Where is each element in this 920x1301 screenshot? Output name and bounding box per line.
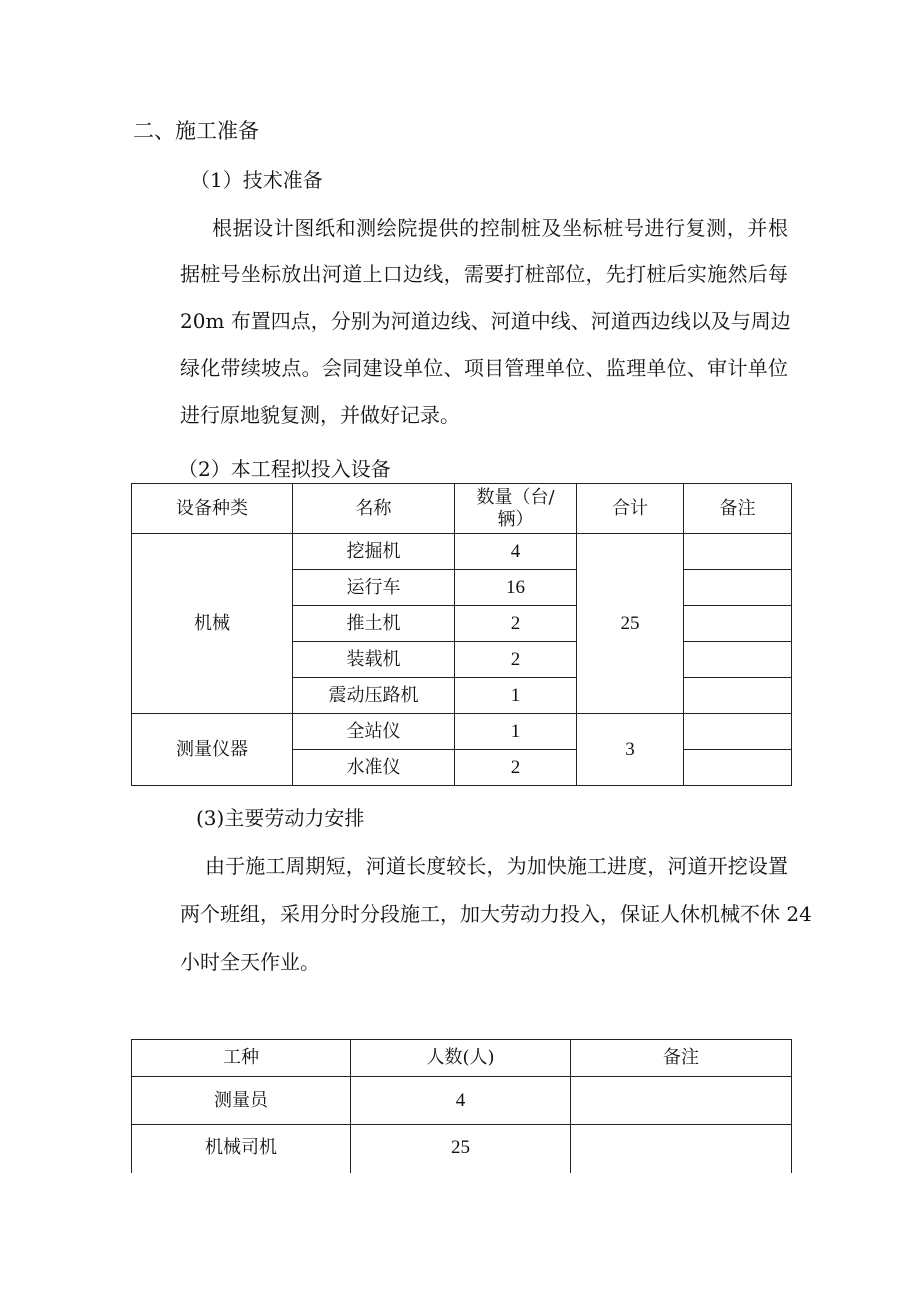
equipment-qty: 2 [455, 750, 577, 786]
equipment-note [684, 642, 792, 678]
equipment-qty: 1 [455, 714, 577, 750]
paragraph-line: 小时全天作业。 [180, 950, 320, 974]
table-row [132, 1125, 792, 1174]
table-row [132, 1077, 792, 1125]
header-note: 备注 [684, 484, 792, 534]
equipment-qty: 2 [455, 642, 577, 678]
table-row [132, 534, 792, 570]
category-cell: 测量仪器 [132, 714, 293, 786]
worker-type: 测量员 [132, 1077, 351, 1125]
header-quantity: 数量（台/辆） [455, 484, 577, 534]
equipment-note [684, 678, 792, 714]
equipment-note [684, 606, 792, 642]
worker-note [571, 1125, 792, 1174]
worker-count: 4 [351, 1077, 571, 1125]
section-heading: 二、施工准备 [133, 119, 259, 143]
paragraph-line: 两个班组，采用分时分段施工，加大劳动力投入，保证人休机械不休 24 [180, 902, 812, 926]
equipment-name: 推土机 [293, 606, 455, 642]
equipment-name: 挖掘机 [293, 534, 455, 570]
table-header-row [132, 484, 792, 534]
group-total: 25 [577, 534, 684, 714]
equipment-note [684, 570, 792, 606]
paragraph-line: 20m 布置四点，分别为河道边线、河道中线、河道西边线以及与周边 [180, 309, 791, 333]
paragraph-line: 由于施工周期短，河道长度较长，为加快施工进度，河道开挖设置 [205, 854, 788, 878]
equipment-name: 水准仪 [293, 750, 455, 786]
equipment-note [684, 750, 792, 786]
paragraph-line: 据桩号坐标放出河道上口边线，需要打桩部位，先打桩后实施然后每 [180, 262, 788, 286]
paragraph-line: 根据设计图纸和测绘院提供的控制桩及坐标桩号进行复测，并根 [212, 216, 788, 240]
worker-note [571, 1077, 792, 1125]
equipment-name: 运行车 [293, 570, 455, 606]
equipment-qty: 16 [455, 570, 577, 606]
equipment-qty: 4 [455, 534, 577, 570]
paragraph-line: 绿化带续坡点。会同建设单位、项目管理单位、监理单位、审计单位 [180, 356, 788, 380]
equipment-qty: 2 [455, 606, 577, 642]
header-worker-type: 工种 [132, 1040, 351, 1077]
equipment-title: （2）本工程拟投入设备 [178, 457, 391, 481]
workers-table-wrap [0, 1000, 920, 1173]
equipment-note [684, 714, 792, 750]
header-name: 名称 [293, 484, 455, 534]
table-row [132, 714, 792, 750]
equipment-qty: 1 [455, 678, 577, 714]
worker-type: 机械司机 [132, 1125, 351, 1174]
workers-table [131, 1039, 792, 1173]
paragraph-line: 进行原地貌复测，并做好记录。 [180, 403, 460, 427]
header-worker-note: 备注 [571, 1040, 792, 1077]
equipment-note [684, 534, 792, 570]
labor-title: (3)主要劳动力安排 [196, 806, 365, 830]
group-total: 3 [577, 714, 684, 786]
equipment-name: 震动压路机 [293, 678, 455, 714]
equipment-name: 装载机 [293, 642, 455, 678]
equipment-table [131, 483, 792, 786]
tech-prep-title: （1）技术准备 [190, 168, 323, 192]
header-category: 设备种类 [132, 484, 293, 534]
worker-count: 25 [351, 1125, 571, 1174]
header-total: 合计 [577, 484, 684, 534]
header-worker-count: 人数(人) [351, 1040, 571, 1077]
category-cell: 机械 [132, 534, 293, 714]
equipment-name: 全站仪 [293, 714, 455, 750]
table-header-row [132, 1040, 792, 1077]
